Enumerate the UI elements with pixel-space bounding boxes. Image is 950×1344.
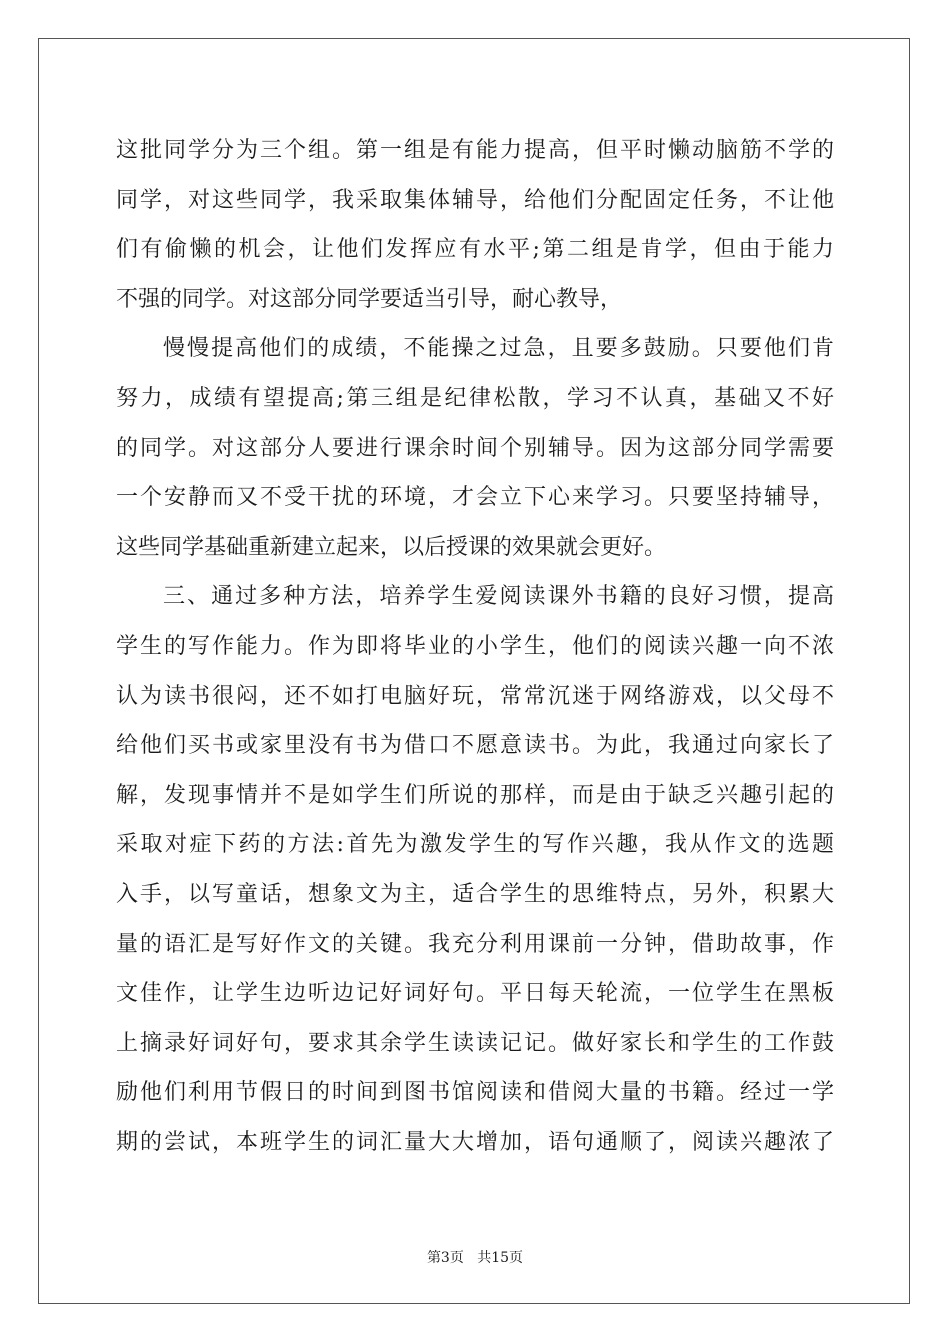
text-line: 认为读书很闷，还不如打电脑好玩，常常沉迷于网络游戏，以父母不 [116,683,834,709]
text-line: 三、通过多种方法，培养学生爱阅读课外书籍的良好习惯，提高 [163,584,834,610]
text-line: 的同学。对这部分人要进行课余时间个别辅导。因为这部分同学需要 [116,435,834,461]
text-line: 上摘录好词好句，要求其余学生读读记记。做好家长和学生的工作鼓 [116,1030,834,1056]
footer-spacer [464,1250,477,1266]
total-pages-label: 共15页 [477,1250,524,1266]
text-line: 努力，成绩有望提高;第三组是纪律松散，学习不认真，基础又不好 [116,385,834,411]
text-line: 期的尝试，本班学生的词汇量大大增加，语句通顺了，阅读兴趣浓了 [116,1129,834,1155]
text-line: 不强的同学。对这部分同学要适当引导，耐心教导， [116,286,623,312]
text-line: 采取对症下药的方法:首先为激发学生的写作兴趣，我从作文的选题 [116,832,834,858]
text-line: 这批同学分为三个组。第一组是有能力提高，但平时懒动脑筋不学的 [116,138,834,163]
text-line: 们有偷懒的机会，让他们发挥应有水平;第二组是肯学，但由于能力 [116,237,834,263]
current-page-label: 第3页 [426,1250,464,1266]
text-line: 入手，以写童话，想象文为主，适合学生的思维特点，另外，积累大 [116,881,834,907]
text-line: 励他们利用节假日的时间到图书馆阅读和借阅大量的书籍。经过一学 [116,1080,834,1106]
text-line: 这些同学基础重新建立起来，以后授课的效果就会更好。 [116,534,667,560]
text-line: 同学，对这些同学，我采取集体辅导，给他们分配固定任务，不让他 [116,187,834,213]
document-body [116,126,834,1167]
text-line: 学生的写作能力。作为即将毕业的小学生，他们的阅读兴趣一向不浓 [116,633,834,659]
text-line: 解，发现事情并不是如学生们所说的那样，而是由于缺乏兴趣引起的 [116,782,834,808]
text-line: 文佳作，让学生边听边记好词好句。平日每天轮流，一位学生在黑板 [116,981,834,1007]
text-line: 量的语汇是写好作文的关键。我充分利用课前一分钟，借助故事，作 [116,931,834,957]
text-line: 给他们买书或家里没有书为借口不愿意读书。为此，我通过向家长了 [116,733,834,759]
page-footer [0,1248,950,1268]
text-line: 慢慢提高他们的成绩，不能操之过急，且要多鼓励。只要他们肯 [163,336,834,362]
text-line: 一个安静而又不受干扰的环境，才会立下心来学习。只要坚持辅导， [116,485,834,511]
